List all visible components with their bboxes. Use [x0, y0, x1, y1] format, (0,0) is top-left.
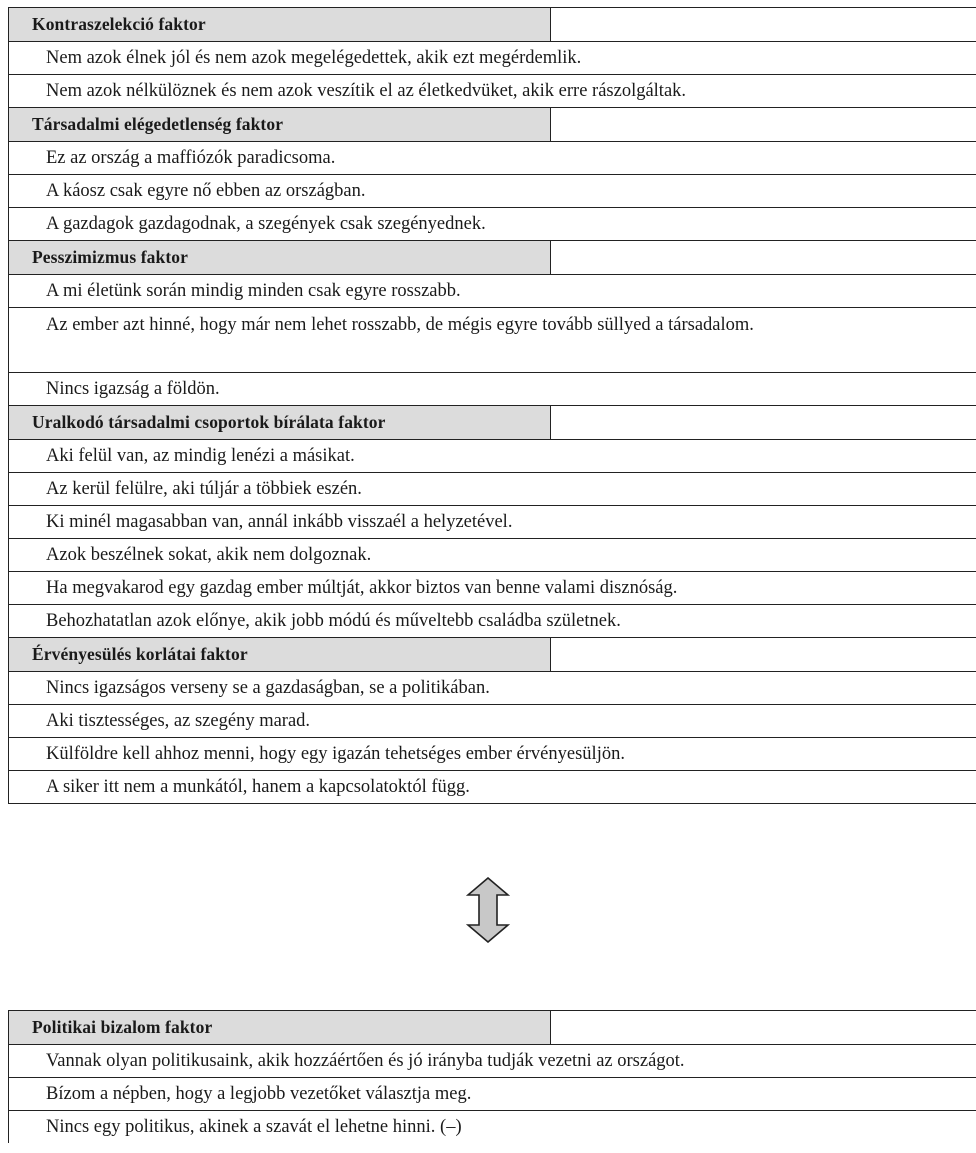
factor-title: Uralkodó társadalmi csoportok bírálata faktor: [9, 406, 551, 439]
factor-item: A gazdagok gazdagodnak, a szegények csak szegényednek.: [8, 207, 976, 240]
factor-item: A siker itt nem a munkától, hanem a kapcsolatoktól függ.: [8, 770, 976, 803]
factor-item: Ez az ország a maffiózók paradicsoma.: [8, 141, 976, 174]
factor-item: Ha megvakarod egy gazdag ember múltját, akkor biztos van benne valami disznóság.: [8, 571, 976, 604]
factor-item: Nincs igazság a földön.: [8, 372, 976, 405]
factor-item: Behozhatatlan azok előnye, akik jobb módú és műveltebb családba születnek.: [8, 604, 976, 637]
factor-title: Társadalmi elégedetlenség faktor: [9, 108, 551, 141]
factor-item: Ki minél magasabban van, annál inkább visszaél a helyzetével.: [8, 505, 976, 538]
factor-item: Azok beszélnek sokat, akik nem dolgoznak.: [8, 538, 976, 571]
table-bottom-rule: [8, 803, 976, 804]
factor-title: Pesszimizmus faktor: [9, 241, 551, 274]
factor-item: Bízom a népben, hogy a legjobb vezetőket választja meg.: [8, 1077, 976, 1110]
factor-item: Nincs igazságos verseny se a gazdaságban, se a politikában.: [8, 671, 976, 704]
factor-header-pesszimizmus: [8, 240, 976, 274]
factor-item: Aki tisztességes, az szegény marad.: [8, 704, 976, 737]
double-vertical-arrow-icon: [466, 877, 510, 943]
factor-title: Kontraszelekció faktor: [9, 8, 551, 41]
factor-item: Nem azok élnek jól és nem azok megelégedettek, akik ezt megérdemlik.: [8, 41, 976, 74]
factor-header-kontraszelekcio: [8, 7, 976, 41]
factor-item: Az ember azt hinné, hogy már nem lehet rosszabb, de mégis egyre tovább süllyed a társadalom.: [8, 307, 976, 372]
factor-item: Vannak olyan politikusaink, akik hozzáértően és jó irányba tudják vezetni az országot.: [8, 1044, 976, 1077]
factor-header-politikai-bizalom: [8, 1010, 976, 1044]
factor-title: Érvényesülés korlátai faktor: [9, 638, 551, 671]
factor-item: A mi életünk során mindig minden csak egyre rosszabb.: [8, 274, 976, 307]
factor-header-ervenyesules: [8, 637, 976, 671]
factor-item: Külföldre kell ahhoz menni, hogy egy igazán tehetséges ember érvényesüljön.: [8, 737, 976, 770]
factor-table-top: [8, 7, 976, 804]
factor-header-tarsadalmi-elegedetlenseg: [8, 107, 976, 141]
factor-item: Az kerül felülre, aki túljár a többiek eszén.: [8, 472, 976, 505]
factor-title: Politikai bizalom faktor: [9, 1011, 551, 1044]
factor-item: Nincs egy politikus, akinek a szavát el lehetne hinni. (–): [8, 1110, 976, 1143]
factor-item: A káosz csak egyre nő ebben az országban.: [8, 174, 976, 207]
factor-table-bottom: [8, 1010, 976, 1143]
factor-item: Aki felül van, az mindig lenézi a másikat.: [8, 439, 976, 472]
factor-item: Nem azok nélkülöznek és nem azok veszítik el az életkedvüket, akik erre rászolgáltak.: [8, 74, 976, 107]
factor-header-uralkodo-csoportok: [8, 405, 976, 439]
